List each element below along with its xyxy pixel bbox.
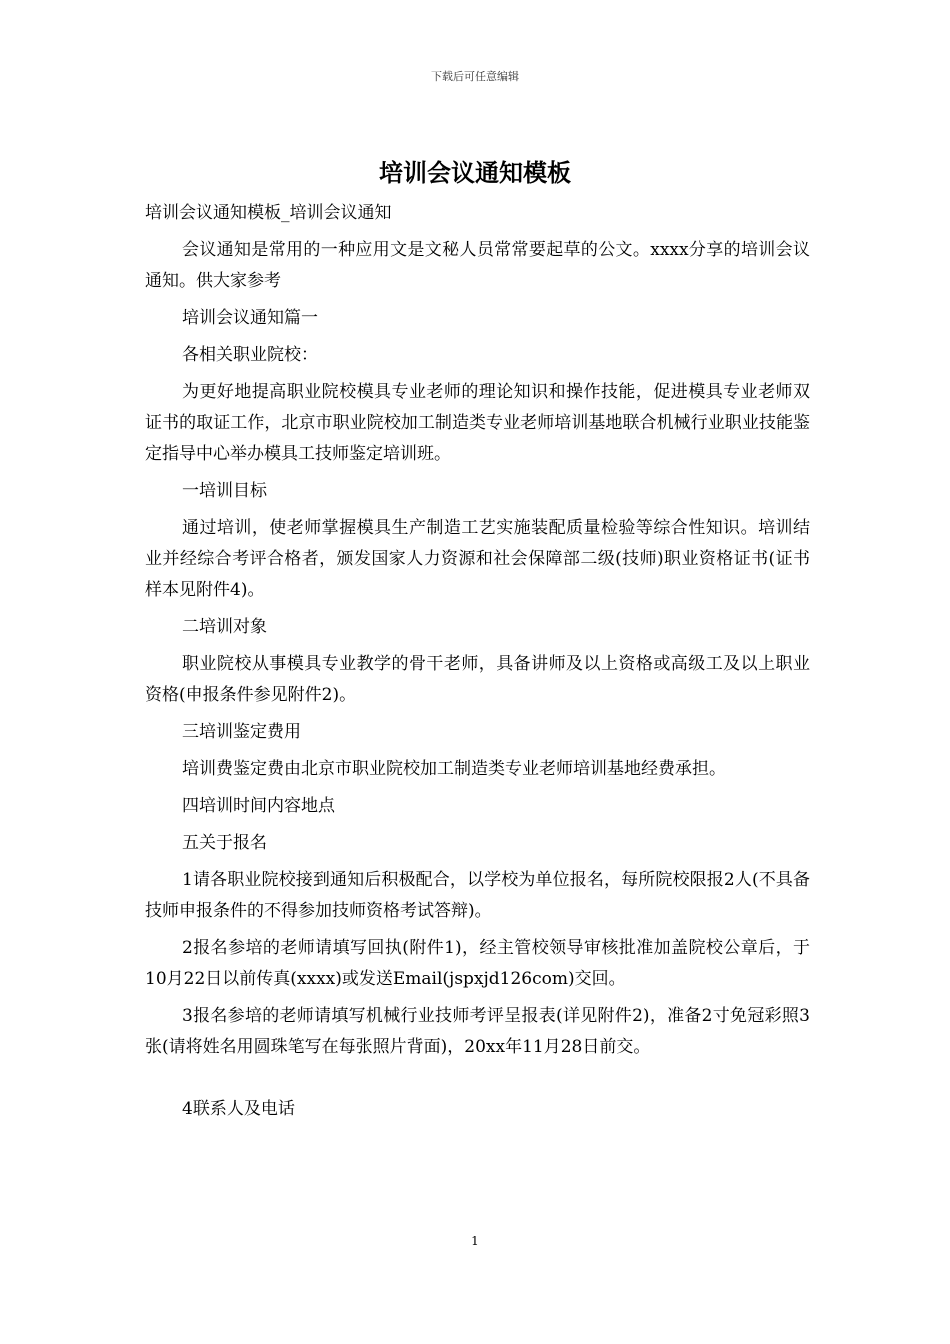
section-heading: 四培训时间内容地点	[182, 796, 335, 816]
section-heading: 二培训对象	[182, 617, 267, 637]
page-number: 1	[471, 1234, 479, 1248]
subtitle-line: 培训会议通知模板_培训会议通知	[145, 203, 392, 223]
salutation: 各相关职业院校：	[182, 345, 318, 365]
body-paragraph: 培训费鉴定费由北京市职业院校加工制造类专业老师培训基地经费承担。	[182, 759, 726, 779]
document-body	[145, 198, 810, 1131]
body-paragraph: 为更好地提高职业院校模具专业老师的理论知识和操作技能，促进模具专业老师双证书的取证工作，北京市职业院校加工制造类专业老师培训基地联合机械行业职业技能鉴定指导中心举办模具工技师鉴定培训班。	[145, 382, 810, 464]
document-title: 培训会议通知模板	[379, 158, 571, 187]
list-item: 1请各职业院校接到通知后积极配合，以学校为单位报名，每所院校限报2人(不具备技师申报条件的不得参加技师资格考试答辩)。	[145, 870, 810, 921]
list-item: 3报名参培的老师请填写机械行业技师考评呈报表(详见附件2)，准备2寸免冠彩照3张(请将姓名用圆珠笔写在每张照片背面)，20xx年11月28日前交。	[145, 1006, 810, 1057]
list-item: 2报名参培的老师请填写回执(附件1)，经主管校领导审核批准加盖院校公章后，于10月22日以前传真(xxxx)或发送Email(jspxjd126com)交回。	[145, 938, 810, 989]
body-paragraph: 职业院校从事模具专业教学的骨干老师，具备讲师及以上资格或高级工及以上职业资格(申报条件参见附件2)。	[145, 654, 810, 705]
section-heading: 一培训目标	[182, 481, 267, 501]
section-heading: 三培训鉴定费用	[182, 722, 301, 742]
list-item: 4联系人及电话	[182, 1099, 295, 1119]
section-heading: 培训会议通知篇一	[182, 308, 318, 328]
body-paragraph: 通过培训，使老师掌握模具生产制造工艺实施装配质量检验等综合性知识。培训结业并经综合考评合格者，颁发国家人力资源和社会保障部二级(技师)职业资格证书(证书样本见附件4)。	[145, 518, 810, 600]
intro-paragraph: 会议通知是常用的一种应用文是文秘人员常常要起草的公文。xxxx分享的培训会议通知。供大家参考	[145, 240, 810, 291]
section-heading: 五关于报名	[182, 833, 267, 853]
header-note: 下载后可任意编辑	[431, 70, 519, 83]
